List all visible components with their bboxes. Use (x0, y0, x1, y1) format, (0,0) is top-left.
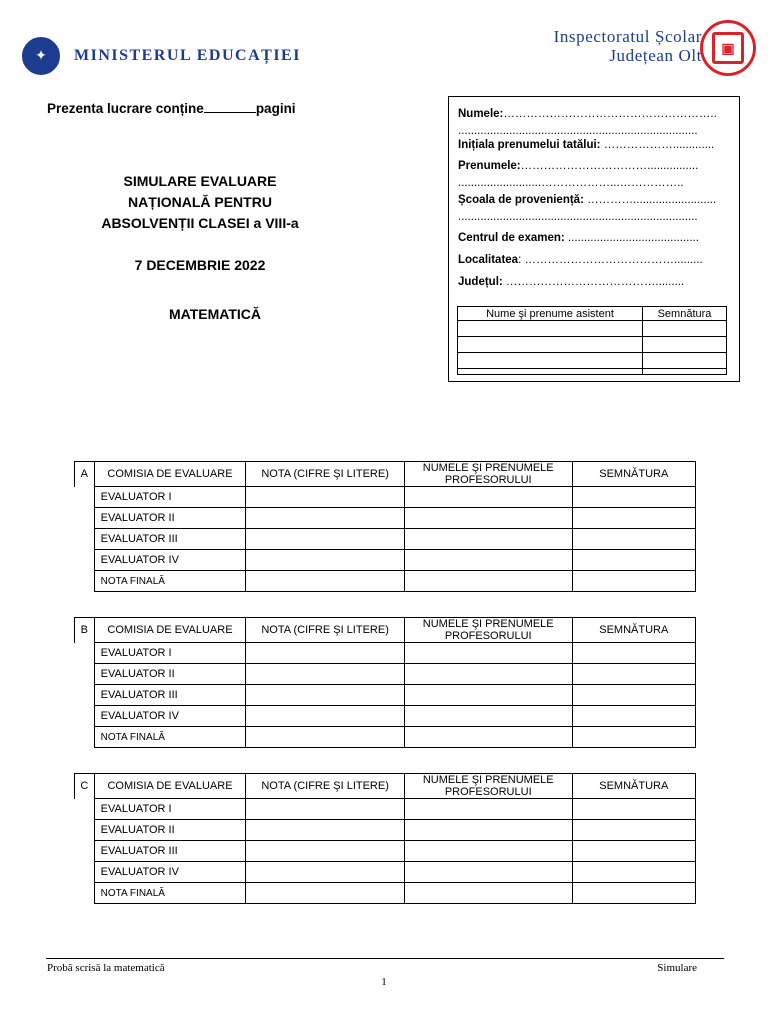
teacher-cell[interactable] (404, 862, 572, 883)
teacher-cell[interactable] (404, 643, 572, 664)
signature-cell[interactable] (572, 862, 695, 883)
grading-spacer (75, 883, 95, 904)
signature-cell[interactable] (572, 529, 695, 550)
grade-cell[interactable] (246, 841, 405, 862)
grading-header-row (75, 618, 696, 643)
evaluator-label: EVALUATOR III (94, 841, 246, 862)
signature-cell[interactable] (572, 571, 695, 592)
teacher-cell[interactable] (404, 529, 572, 550)
evaluator-label: EVALUATOR III (94, 529, 246, 550)
grading-spacer (75, 820, 95, 841)
grade-cell[interactable] (246, 664, 405, 685)
pages-blank[interactable] (204, 100, 256, 113)
firstname-field-line2[interactable]: ..........................………………...…………….. (458, 177, 684, 189)
evaluator-label: NOTA FINALĂ (94, 571, 246, 592)
teacher-cell[interactable] (404, 664, 572, 685)
commission-header: COMISIA DE EVALUARE (94, 774, 246, 799)
candidate-identity-box (448, 96, 740, 382)
grade-cell[interactable] (246, 487, 405, 508)
teacher-cell[interactable] (404, 883, 572, 904)
assistant-signature-cell[interactable] (643, 353, 727, 369)
teacher-cell[interactable] (404, 820, 572, 841)
assistant-name-header: Nume şi prenume asistent (458, 307, 643, 321)
assistant-name-cell[interactable] (458, 369, 643, 375)
grading-header-row (75, 774, 696, 799)
grading-row (75, 727, 696, 748)
signature-cell[interactable] (572, 643, 695, 664)
evaluator-label: EVALUATOR II (94, 508, 246, 529)
assistant-signature-cell[interactable] (643, 369, 727, 375)
signature-cell[interactable] (572, 685, 695, 706)
title-line1: SIMULARE EVALUARE (123, 173, 277, 189)
evaluator-label: EVALUATOR II (94, 664, 246, 685)
exam-subject: MATEMATICĂ (168, 306, 262, 322)
grade-cell[interactable] (246, 727, 405, 748)
assistant-row (458, 337, 727, 353)
evaluator-label: EVALUATOR IV (94, 550, 246, 571)
teacher-cell[interactable] (404, 841, 572, 862)
teacher-cell[interactable] (404, 508, 572, 529)
signature-cell[interactable] (572, 820, 695, 841)
assistant-name-cell[interactable] (458, 321, 643, 337)
grading-row (75, 571, 696, 592)
name-field[interactable]: Numele:……………………………………………….. (458, 108, 717, 120)
title-line2: NAȚIONALĂ PENTRU (128, 194, 272, 210)
grading-spacer (75, 841, 95, 862)
grading-table (74, 461, 696, 592)
grading-table-letter: B (75, 618, 95, 643)
signature-cell[interactable] (572, 508, 695, 529)
teacher-header: NUMELE ŞI PRENUMELE PROFESORULUI (404, 618, 572, 643)
grading-row (75, 643, 696, 664)
teacher-cell[interactable] (404, 727, 572, 748)
grading-spacer (75, 487, 95, 508)
evaluator-label: EVALUATOR IV (94, 706, 246, 727)
footer-rule (46, 958, 724, 959)
grading-row (75, 685, 696, 706)
grading-table (74, 773, 696, 904)
teacher-cell[interactable] (404, 487, 572, 508)
grading-spacer (75, 727, 95, 748)
evaluator-label: EVALUATOR IV (94, 862, 246, 883)
grading-spacer (75, 862, 95, 883)
grading-spacer (75, 571, 95, 592)
grading-row (75, 529, 696, 550)
signature-cell[interactable] (572, 727, 695, 748)
grading-row (75, 799, 696, 820)
county-field[interactable]: Județul: …………………………………......... (458, 276, 685, 288)
grading-row (75, 550, 696, 571)
grade-cell[interactable] (246, 862, 405, 883)
signature-cell[interactable] (572, 550, 695, 571)
assistant-row (458, 321, 727, 337)
assistant-signature-cell[interactable] (643, 337, 727, 353)
signature-cell[interactable] (572, 487, 695, 508)
exam-center-field[interactable]: Centrul de examen: ......................................... (458, 232, 699, 244)
pages-note (47, 100, 296, 116)
commission-header: COMISIA DE EVALUARE (94, 618, 246, 643)
father-initial-field[interactable]: Inițiala prenumelui tatălui: ………………............. (458, 139, 715, 151)
grading-spacer (75, 706, 95, 727)
grading-spacer (75, 529, 95, 550)
grade-cell[interactable] (246, 571, 405, 592)
signature-cell[interactable] (572, 883, 695, 904)
ministry-name: MINISTERUL EDUCAȚIEI (74, 47, 301, 64)
grading-row (75, 883, 696, 904)
signature-cell[interactable] (572, 664, 695, 685)
school-field[interactable]: Școala de proveniență: ………….......................... (458, 194, 717, 206)
grade-cell[interactable] (246, 820, 405, 841)
evaluator-label: NOTA FINALĂ (94, 727, 246, 748)
page-number: 1 (381, 976, 387, 988)
grade-cell[interactable] (246, 643, 405, 664)
grading-spacer (75, 799, 95, 820)
grading-row (75, 841, 696, 862)
evaluator-label: EVALUATOR I (94, 487, 246, 508)
inspectorate-line2: Județean Olt (609, 46, 702, 65)
assistant-row (458, 353, 727, 369)
grading-row (75, 862, 696, 883)
grade-cell[interactable] (246, 529, 405, 550)
grade-cell[interactable] (246, 550, 405, 571)
grade-cell[interactable] (246, 685, 405, 706)
firstname-field[interactable]: Prenumele:……………………………................ (458, 160, 699, 172)
signature-header: SEMNĂTURA (572, 618, 695, 643)
evaluator-label: EVALUATOR I (94, 643, 246, 664)
footer-subject: Probă scrisă la matematică (47, 962, 165, 974)
footer-type: Simulare (657, 962, 697, 974)
pages-note-after: pagini (255, 101, 296, 116)
grading-spacer (75, 550, 95, 571)
school-field-line2[interactable]: ........................................................................... (458, 211, 698, 223)
grade-cell[interactable] (246, 508, 405, 529)
grading-row (75, 706, 696, 727)
teacher-cell[interactable] (404, 685, 572, 706)
exam-date: 7 DECEMBRIE 2022 (134, 257, 266, 273)
grade-cell[interactable] (246, 883, 405, 904)
locality-field[interactable]: Localitatea: …………………………………......... (458, 254, 703, 266)
grading-table-letter: A (75, 462, 95, 487)
commission-header: COMISIA DE EVALUARE (94, 462, 246, 487)
signature-header: SEMNĂTURA (572, 462, 695, 487)
inspectorate-seal-icon: ▣ (700, 20, 756, 76)
grading-table (74, 617, 696, 748)
grade-header: NOTA (CIFRE ŞI LITERE) (246, 774, 405, 799)
grading-spacer (75, 508, 95, 529)
evaluator-label: EVALUATOR III (94, 685, 246, 706)
grading-row (75, 820, 696, 841)
assistant-table-header (458, 307, 727, 321)
exam-title (80, 171, 320, 234)
assistant-name-cell[interactable] (458, 353, 643, 369)
ministry-logo (22, 36, 301, 76)
grade-cell[interactable] (246, 799, 405, 820)
evaluator-label: EVALUATOR II (94, 820, 246, 841)
teacher-cell[interactable] (404, 550, 572, 571)
inspectorate-name (554, 27, 702, 65)
teacher-cell[interactable] (404, 799, 572, 820)
assistant-signature-cell[interactable] (643, 321, 727, 337)
teacher-header: NUMELE ŞI PRENUMELE PROFESORULUI (404, 774, 572, 799)
grade-header: NOTA (CIFRE ŞI LITERE) (246, 462, 405, 487)
inspectorate-line1: Inspectoratul Școlar (553, 27, 702, 46)
grading-spacer (75, 664, 95, 685)
teacher-cell[interactable] (404, 571, 572, 592)
signature-cell[interactable] (572, 706, 695, 727)
assistant-signature-header: Semnătura (643, 307, 727, 321)
assistant-row (458, 369, 727, 375)
grading-spacer (75, 685, 95, 706)
name-field-line2[interactable]: ........................................................................... (458, 125, 698, 137)
assistant-name-cell[interactable] (458, 337, 643, 353)
evaluator-label: NOTA FINALĂ (94, 883, 246, 904)
grading-row (75, 508, 696, 529)
grade-header: NOTA (CIFRE ŞI LITERE) (246, 618, 405, 643)
assistant-table (457, 306, 727, 375)
signature-header: SEMNĂTURA (572, 774, 695, 799)
grading-row (75, 487, 696, 508)
title-line3: ABSOLVENȚII CLASEI a VIII-a (101, 215, 299, 231)
grading-table-letter: C (75, 774, 95, 799)
teacher-cell[interactable] (404, 706, 572, 727)
signature-cell[interactable] (572, 799, 695, 820)
signature-cell[interactable] (572, 841, 695, 862)
grade-cell[interactable] (246, 706, 405, 727)
ministry-seal-icon: ✦ (22, 37, 60, 75)
pages-note-before: Prezenta lucrare conține (47, 101, 204, 116)
grading-header-row (75, 462, 696, 487)
grading-row (75, 664, 696, 685)
teacher-header: NUMELE ŞI PRENUMELE PROFESORULUI (404, 462, 572, 487)
grading-spacer (75, 643, 95, 664)
evaluator-label: EVALUATOR I (94, 799, 246, 820)
